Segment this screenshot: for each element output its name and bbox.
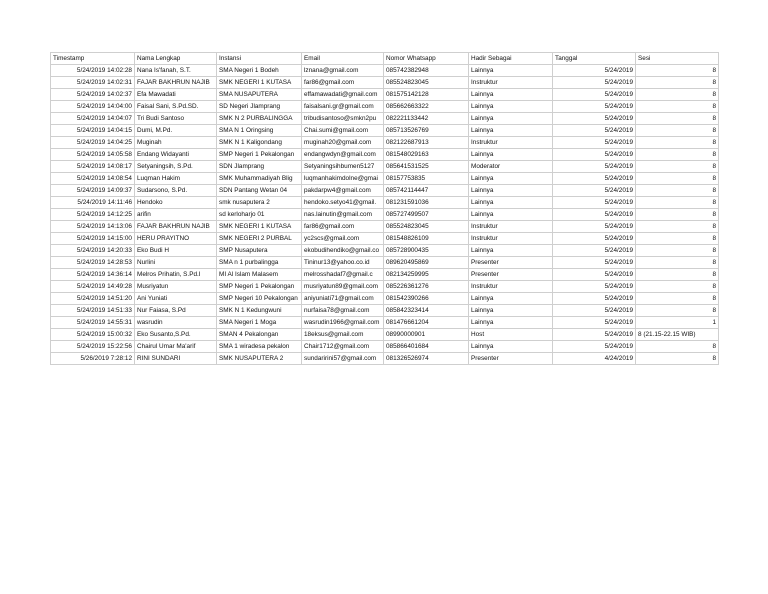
table-cell[interactable]: 085713526769: [384, 125, 469, 137]
table-cell[interactable]: Muginah: [135, 137, 217, 149]
table-cell[interactable]: 8: [636, 185, 719, 197]
table-cell[interactable]: 8: [636, 125, 719, 137]
table-cell[interactable]: HERU PRAYITNO: [135, 233, 217, 245]
table-cell[interactable]: tribudisantoso@smkn2pu: [302, 113, 384, 125]
table-cell[interactable]: 5/24/2019 14:13:06: [51, 221, 135, 233]
table-cell[interactable]: 5/24/2019: [553, 137, 636, 149]
table-cell[interactable]: lznana@gmail.com: [302, 65, 384, 77]
table-row: [51, 137, 719, 149]
table-cell[interactable]: 8: [636, 221, 719, 233]
table-cell[interactable]: 8: [636, 149, 719, 161]
table-cell[interactable]: 5/24/2019: [553, 65, 636, 77]
table-cell[interactable]: Presenter: [469, 353, 553, 365]
table-cell[interactable]: pakdarpw4@gmail.com: [302, 185, 384, 197]
table-cell[interactable]: sd kerloharjo 01: [217, 209, 302, 221]
table-cell[interactable]: 5/24/2019: [553, 209, 636, 221]
table-cell[interactable]: 5/24/2019: [553, 101, 636, 113]
table-cell[interactable]: 8: [636, 65, 719, 77]
table-cell[interactable]: ekobudihendiko@gmail.co: [302, 245, 384, 257]
table-cell[interactable]: 5/24/2019 14:12:25: [51, 209, 135, 221]
table-cell[interactable]: 081548029163: [384, 149, 469, 161]
table-row: [51, 101, 719, 113]
table-cell[interactable]: Nana Is'fanah, S.T.: [135, 65, 217, 77]
table-cell[interactable]: 8: [636, 173, 719, 185]
table-cell[interactable]: Lainnya: [469, 89, 553, 101]
table-cell[interactable]: effamawadati@gmail.com: [302, 89, 384, 101]
table-cell[interactable]: Lainnya: [469, 341, 553, 353]
column-header[interactable]: Timestamp: [51, 53, 135, 65]
table-cell[interactable]: Instruktur: [469, 221, 553, 233]
table-row: [51, 293, 719, 305]
table-row: [51, 317, 719, 329]
table-cell[interactable]: SMA N 1 Oringsing: [217, 125, 302, 137]
table-cell[interactable]: 081575142128: [384, 89, 469, 101]
column-header[interactable]: Instansi: [217, 53, 302, 65]
table-cell[interactable]: 08157753835: [384, 173, 469, 185]
table-cell[interactable]: 085524823045: [384, 221, 469, 233]
table-cell[interactable]: 5/24/2019: [553, 161, 636, 173]
table-cell[interactable]: 5/24/2019: [553, 245, 636, 257]
table-cell[interactable]: SMP Negeri 1 Pekalongan: [217, 281, 302, 293]
table-cell[interactable]: 081231591036: [384, 197, 469, 209]
table-cell[interactable]: 5/24/2019: [553, 77, 636, 89]
table-cell[interactable]: 085742114447: [384, 185, 469, 197]
table-cell[interactable]: 081476661204: [384, 317, 469, 329]
table-cell[interactable]: 5/24/2019 14:04:00: [51, 101, 135, 113]
table-cell[interactable]: Lainnya: [469, 173, 553, 185]
table-cell[interactable]: Lainnya: [469, 185, 553, 197]
table-cell[interactable]: 5/24/2019 14:51:33: [51, 305, 135, 317]
table-cell[interactable]: Tri Budi Santoso: [135, 113, 217, 125]
table-cell[interactable]: 4/24/2019: [553, 353, 636, 365]
table-cell[interactable]: Lainnya: [469, 125, 553, 137]
table-cell[interactable]: 5/24/2019: [553, 149, 636, 161]
table-cell[interactable]: 5/24/2019 14:04:25: [51, 137, 135, 149]
table-cell[interactable]: 5/24/2019 14:04:07: [51, 113, 135, 125]
table-cell[interactable]: 5/24/2019: [553, 89, 636, 101]
table-cell[interactable]: Dumi, M.Pd.: [135, 125, 217, 137]
table-cell[interactable]: 8 (21.15-22.15 WIB): [636, 329, 719, 341]
table-cell[interactable]: Lainnya: [469, 305, 553, 317]
table-cell[interactable]: 5/24/2019 14:51:20: [51, 293, 135, 305]
table-row: [51, 245, 719, 257]
table-cell[interactable]: SMK NEGERI 1 KUTASA: [217, 77, 302, 89]
table-cell[interactable]: Nur Faiasa, S.Pd: [135, 305, 217, 317]
table-cell[interactable]: far86@gmail.com: [302, 221, 384, 233]
table-cell[interactable]: 8: [636, 233, 719, 245]
table-cell[interactable]: SMA 1 wiradesa pekalon: [217, 341, 302, 353]
table-cell[interactable]: 5/24/2019 14:20:33: [51, 245, 135, 257]
table-cell[interactable]: 5/24/2019 14:09:37: [51, 185, 135, 197]
table-cell[interactable]: SMK Muhammadiyah Blig: [217, 173, 302, 185]
table-cell[interactable]: 5/24/2019 15:00:32: [51, 329, 135, 341]
table-cell[interactable]: 8: [636, 113, 719, 125]
table-cell[interactable]: 18eksus@gmail.com: [302, 329, 384, 341]
table-cell[interactable]: 5/24/2019 14:02:28: [51, 65, 135, 77]
table-cell[interactable]: yc2scs@gmail.com: [302, 233, 384, 245]
table-cell[interactable]: 8: [636, 161, 719, 173]
table-cell[interactable]: 5/24/2019: [553, 185, 636, 197]
table-cell[interactable]: 082122687913: [384, 137, 469, 149]
table-cell[interactable]: Musriyatun: [135, 281, 217, 293]
table-cell[interactable]: 085742382948: [384, 65, 469, 77]
table-cell[interactable]: 8: [636, 281, 719, 293]
table-cell[interactable]: 8: [636, 341, 719, 353]
table-cell[interactable]: SMP Negeri 10 Pekalongan: [217, 293, 302, 305]
table-cell[interactable]: 5/24/2019: [553, 269, 636, 281]
table-cell[interactable]: Eko Budi H: [135, 245, 217, 257]
table-cell[interactable]: Chair1712@gmail.com: [302, 341, 384, 353]
table-cell[interactable]: 5/24/2019: [553, 173, 636, 185]
table-cell[interactable]: Lainnya: [469, 317, 553, 329]
table-cell[interactable]: Host: [469, 329, 553, 341]
table-cell[interactable]: SMP Nusaputera: [217, 245, 302, 257]
table-cell[interactable]: SMAN 4 Pekalongan: [217, 329, 302, 341]
table-cell[interactable]: Melros Prihatin, S.Pd.I: [135, 269, 217, 281]
table-cell[interactable]: 5/24/2019 14:04:15: [51, 125, 135, 137]
table-cell[interactable]: 085728900435: [384, 245, 469, 257]
table-cell[interactable]: 8: [636, 89, 719, 101]
table-row: [51, 113, 719, 125]
table-cell[interactable]: Lainnya: [469, 245, 553, 257]
table-cell[interactable]: Tininur13@yahoo.co.id: [302, 257, 384, 269]
table-cell[interactable]: SMK NEGERI 1 KUTASA: [217, 221, 302, 233]
table-cell[interactable]: MI Al Islam Malasem: [217, 269, 302, 281]
table-cell[interactable]: SMA Negeri 1 Moga: [217, 317, 302, 329]
table-cell[interactable]: nas.lainutin@gmail.com: [302, 209, 384, 221]
table-cell[interactable]: 085662663322: [384, 101, 469, 113]
table-cell[interactable]: endangwdyn@gmail.com: [302, 149, 384, 161]
table-cell[interactable]: 5/24/2019 14:36:14: [51, 269, 135, 281]
table-cell[interactable]: 081542390266: [384, 293, 469, 305]
table-cell[interactable]: SMK N 1 Kedungwuni: [217, 305, 302, 317]
table-cell[interactable]: Instruktur: [469, 233, 553, 245]
table-cell[interactable]: 8: [636, 209, 719, 221]
table-cell[interactable]: Sudarsono, S.Pd.: [135, 185, 217, 197]
table-cell[interactable]: arifin: [135, 209, 217, 221]
table-cell[interactable]: 085524823045: [384, 77, 469, 89]
table-cell[interactable]: smk nusaputera 2: [217, 197, 302, 209]
table-cell[interactable]: melrosshadaf7@gmail.c: [302, 269, 384, 281]
table-cell[interactable]: wasrudin1966@gmail.com: [302, 317, 384, 329]
table-cell[interactable]: 5/24/2019 14:02:31: [51, 77, 135, 89]
table-cell[interactable]: 5/24/2019 14:02:37: [51, 89, 135, 101]
table-cell[interactable]: Lainnya: [469, 293, 553, 305]
column-header[interactable]: Tanggal: [553, 53, 636, 65]
table-cell[interactable]: 082134259995: [384, 269, 469, 281]
table-row: [51, 257, 719, 269]
table-cell[interactable]: 5/24/2019: [553, 341, 636, 353]
table-row: [51, 149, 719, 161]
table-cell[interactable]: faisalsani.gr@gmail.com: [302, 101, 384, 113]
table-cell[interactable]: Efa Mawadati: [135, 89, 217, 101]
table-cell[interactable]: SMP Negeri 1 Pekalongan: [217, 149, 302, 161]
table-cell[interactable]: 8: [636, 77, 719, 89]
table-cell[interactable]: 5/24/2019 15:22:56: [51, 341, 135, 353]
table-row: [51, 329, 719, 341]
table-cell[interactable]: 8: [636, 245, 719, 257]
table-cell[interactable]: muginah20@gmail.com: [302, 137, 384, 149]
table-cell[interactable]: 5/24/2019: [553, 281, 636, 293]
table-cell[interactable]: Eko Susanto,S.Pd.: [135, 329, 217, 341]
table-cell[interactable]: 8: [636, 257, 719, 269]
table-cell[interactable]: Moderator: [469, 161, 553, 173]
table-cell[interactable]: Hendoko: [135, 197, 217, 209]
table-cell[interactable]: 5/24/2019 14:49:28: [51, 281, 135, 293]
table-cell[interactable]: Lainnya: [469, 149, 553, 161]
header-row: [51, 53, 719, 65]
table-cell[interactable]: 5/24/2019: [553, 125, 636, 137]
table-cell[interactable]: 5/24/2019 14:08:17: [51, 161, 135, 173]
table-cell[interactable]: SD Negeri Jlamprang: [217, 101, 302, 113]
table-row: [51, 77, 719, 89]
table-row: [51, 221, 719, 233]
table-cell[interactable]: RINI SUNDARI: [135, 353, 217, 365]
table-cell[interactable]: 085842323414: [384, 305, 469, 317]
table-cell[interactable]: 085866401684: [384, 341, 469, 353]
table-cell[interactable]: musriyatun89@gmail.com: [302, 281, 384, 293]
table-cell[interactable]: Chairul Umar Ma'arif: [135, 341, 217, 353]
table-cell[interactable]: 8: [636, 197, 719, 209]
table-cell[interactable]: 1: [636, 317, 719, 329]
table-cell[interactable]: SDN Jlamprang: [217, 161, 302, 173]
column-header[interactable]: Sesi: [636, 53, 719, 65]
table-cell[interactable]: 5/26/2019 7:28:12: [51, 353, 135, 365]
table-cell[interactable]: sundaririni57@gmail.com: [302, 353, 384, 365]
table-cell[interactable]: 8: [636, 305, 719, 317]
table-cell[interactable]: FAJAR BAKHRUN NAJIB: [135, 77, 217, 89]
table-row: [51, 197, 719, 209]
table-cell[interactable]: SMK NEGERI 2 PURBAL: [217, 233, 302, 245]
column-header[interactable]: Hadir Sebagai: [469, 53, 553, 65]
table-cell[interactable]: Endang Widayanti: [135, 149, 217, 161]
table-cell[interactable]: Instruktur: [469, 137, 553, 149]
table-row: [51, 341, 719, 353]
table-cell[interactable]: 5/24/2019 14:05:58: [51, 149, 135, 161]
spreadsheet-table: [50, 52, 719, 365]
table-cell[interactable]: SMK N 1 Kaligondang: [217, 137, 302, 149]
table-cell[interactable]: SMK N 2 PURBALINGGA: [217, 113, 302, 125]
table-cell[interactable]: 8: [636, 269, 719, 281]
table-cell[interactable]: luqmanhakimdolne@gmai: [302, 173, 384, 185]
table-cell[interactable]: Lainnya: [469, 101, 553, 113]
table-cell[interactable]: Ani Yuniati: [135, 293, 217, 305]
table-cell[interactable]: 5/24/2019 14:11:46: [51, 197, 135, 209]
table-cell[interactable]: 5/24/2019 14:55:31: [51, 317, 135, 329]
table-row: [51, 185, 719, 197]
table-cell[interactable]: 081548826109: [384, 233, 469, 245]
table-cell[interactable]: Luqman Hakim: [135, 173, 217, 185]
table-cell[interactable]: FAJAR BAKHRUN NAJIB: [135, 221, 217, 233]
table-cell[interactable]: aniyuniati71@gmail.com: [302, 293, 384, 305]
table-cell[interactable]: Instruktur: [469, 281, 553, 293]
table-row: [51, 173, 719, 185]
table-row: [51, 353, 719, 365]
table-cell[interactable]: SMA NUSAPUTERA: [217, 89, 302, 101]
table-row: [51, 65, 719, 77]
table-cell[interactable]: 085226361276: [384, 281, 469, 293]
table-cell[interactable]: 8: [636, 293, 719, 305]
table-cell[interactable]: 085641531525: [384, 161, 469, 173]
table-cell[interactable]: nurfaisa78@gmail.com: [302, 305, 384, 317]
table-cell[interactable]: 082221133442: [384, 113, 469, 125]
table-cell[interactable]: 5/24/2019: [553, 221, 636, 233]
table-cell[interactable]: Instruktur: [469, 77, 553, 89]
table-cell[interactable]: far86@gmail.com: [302, 77, 384, 89]
table-cell[interactable]: SDN Pantang Wetan 04: [217, 185, 302, 197]
table-cell[interactable]: hendoko.setyo41@gmail.: [302, 197, 384, 209]
table-row: [51, 161, 719, 173]
table-cell[interactable]: 5/24/2019: [553, 257, 636, 269]
table-row: [51, 269, 719, 281]
table-row: [51, 125, 719, 137]
table-row: [51, 233, 719, 245]
table-cell[interactable]: 089620495869: [384, 257, 469, 269]
table-row: [51, 89, 719, 101]
table-cell[interactable]: 5/24/2019: [553, 305, 636, 317]
table-cell[interactable]: Lainnya: [469, 113, 553, 125]
table-cell[interactable]: 5/24/2019: [553, 113, 636, 125]
table-row: [51, 305, 719, 317]
table-cell[interactable]: 5/24/2019 14:15:00: [51, 233, 135, 245]
table-cell[interactable]: 5/24/2019 14:28:53: [51, 257, 135, 269]
table-cell[interactable]: Lainnya: [469, 65, 553, 77]
table-cell[interactable]: SMA n 1 purbalingga: [217, 257, 302, 269]
column-header[interactable]: Nomor Whatsapp: [384, 53, 469, 65]
table-cell[interactable]: Lainnya: [469, 209, 553, 221]
table-cell[interactable]: 5/24/2019: [553, 233, 636, 245]
table-cell[interactable]: 5/24/2019 14:08:54: [51, 173, 135, 185]
column-header[interactable]: Nama Lengkap: [135, 53, 217, 65]
table-row: [51, 281, 719, 293]
table-cell[interactable]: 08990000901: [384, 329, 469, 341]
table-cell[interactable]: 8: [636, 353, 719, 365]
table-cell[interactable]: Chai.sumi@gmail.com: [302, 125, 384, 137]
table-cell[interactable]: 5/24/2019: [553, 197, 636, 209]
table-cell[interactable]: SMA Negeri 1 Bodeh: [217, 65, 302, 77]
table-cell[interactable]: 5/24/2019: [553, 329, 636, 341]
table-cell[interactable]: Lainnya: [469, 197, 553, 209]
table-cell[interactable]: Presenter: [469, 257, 553, 269]
table-cell[interactable]: wasrudin: [135, 317, 217, 329]
table-cell[interactable]: 085727499507: [384, 209, 469, 221]
table-cell[interactable]: 8: [636, 137, 719, 149]
table-cell[interactable]: 081326526974: [384, 353, 469, 365]
table-row: [51, 209, 719, 221]
table-cell[interactable]: Nurlini: [135, 257, 217, 269]
table-cell[interactable]: Setyaningsihbumen5127: [302, 161, 384, 173]
table-cell[interactable]: 5/24/2019: [553, 317, 636, 329]
table-cell[interactable]: Setyaningsih, S.Pd.: [135, 161, 217, 173]
table-cell[interactable]: Faisal Sani, S.Pd.SD.: [135, 101, 217, 113]
column-header[interactable]: Email: [302, 53, 384, 65]
table-cell[interactable]: SMK NUSAPUTERA 2: [217, 353, 302, 365]
table-cell[interactable]: Presenter: [469, 269, 553, 281]
table-cell[interactable]: 8: [636, 101, 719, 113]
table-cell[interactable]: 5/24/2019: [553, 293, 636, 305]
